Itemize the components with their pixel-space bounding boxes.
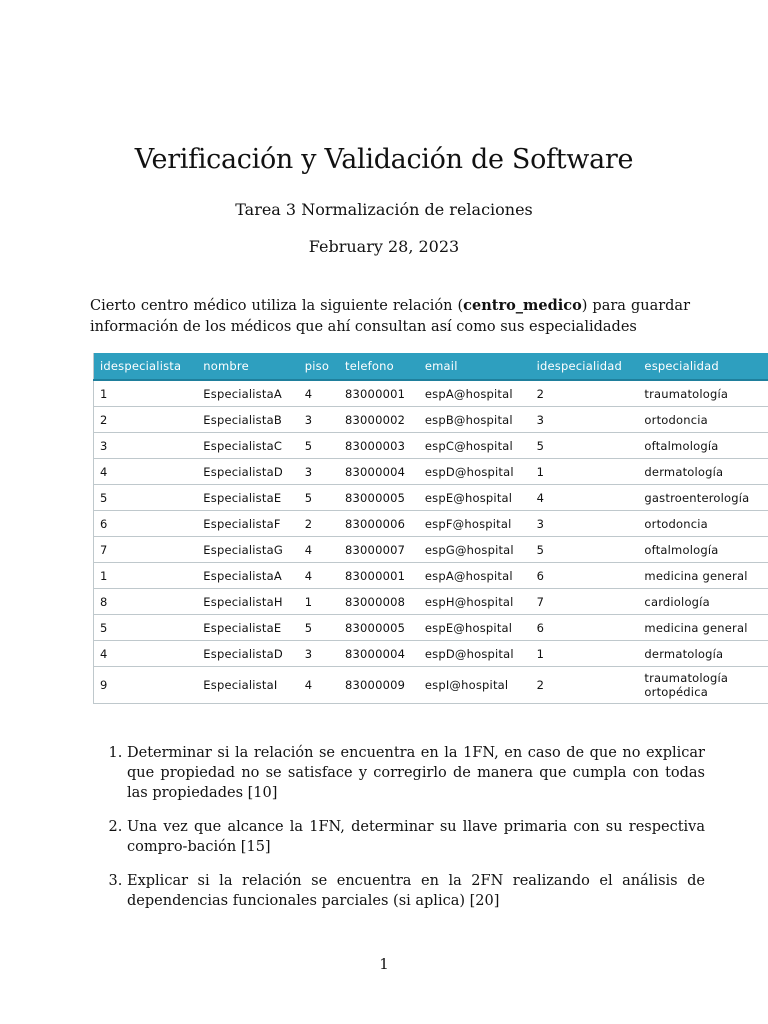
table-row (94, 667, 768, 704)
table-cell: 3 (531, 511, 639, 537)
table-cell: 4 (531, 485, 639, 511)
table-cell: 3 (531, 407, 639, 433)
table-row (94, 380, 768, 407)
table-header-row (94, 353, 768, 380)
table-cell: 1 (299, 589, 339, 615)
document-date: February 28, 2023 (308, 237, 460, 256)
intro-text-after: ) para guardar información de los médicos que ahí consultan así como sus especialidades (90, 298, 691, 335)
table-cell: 83000007 (339, 537, 419, 563)
task-item: 1. Determinar si la relación se encuentra en la 1FN, en caso de que no explicar que propiedad no se satisface y corregirlo de manera que cumpla con todas las propiedades [10] (127, 743, 705, 803)
table-cell: espE@hospital (419, 485, 531, 511)
table-cell: 3 (94, 433, 198, 459)
table-cell: EspecialistaG (197, 537, 298, 563)
table-cell: dermatología (638, 641, 768, 667)
table-cell: 1 (94, 563, 198, 589)
table-cell: espC@hospital (419, 433, 531, 459)
column-header: especialidad (638, 353, 768, 380)
table-cell: 4 (94, 459, 198, 485)
table-cell: espB@hospital (419, 407, 531, 433)
table-cell: 8 (94, 589, 198, 615)
table-cell: 5 (531, 433, 639, 459)
table-cell: espE@hospital (419, 615, 531, 641)
table-row (94, 589, 768, 615)
table-cell: espA@hospital (419, 380, 531, 407)
table-cell: 4 (299, 563, 339, 589)
table-cell: 83000005 (339, 485, 419, 511)
table-cell: 5 (299, 615, 339, 641)
table-cell: 4 (299, 380, 339, 407)
table-cell: 83000008 (339, 589, 419, 615)
table-cell: EspecialistaH (197, 589, 298, 615)
table-cell: 3 (299, 641, 339, 667)
table-cell: EspecialistaD (197, 641, 298, 667)
table-cell: EspecialistaB (197, 407, 298, 433)
task-list (100, 743, 705, 925)
table-cell: 4 (299, 537, 339, 563)
table-cell: 1 (94, 380, 198, 407)
table-row (94, 485, 768, 511)
table-cell: 83000003 (339, 433, 419, 459)
table-cell: 5 (299, 433, 339, 459)
page-number: 1 (379, 955, 389, 973)
table-cell: 2 (94, 407, 198, 433)
table-cell: EspecialistaE (197, 615, 298, 641)
table-cell: EspecialistaI (197, 667, 298, 704)
table-cell: espH@hospital (419, 589, 531, 615)
table-cell: 2 (531, 380, 639, 407)
table-cell: traumatología (638, 380, 768, 407)
table-row (94, 641, 768, 667)
task-item: 3. Explicar si la relación se encuentra en la 2FN realizando el análisis de dependencias funcionales parciales (si aplica) [20] (127, 871, 705, 911)
table-cell: 83000004 (339, 459, 419, 485)
table-row (94, 615, 768, 641)
table-cell: 5 (299, 485, 339, 511)
table-row (94, 459, 768, 485)
table-cell: EspecialistaA (197, 563, 298, 589)
table-cell: gastroenterología (638, 485, 768, 511)
table-cell: 1 (531, 459, 639, 485)
task-item: 2. Una vez que alcance la 1FN, determinar su llave primaria con su respectiva compro-bación [15] (127, 817, 705, 857)
table-cell: 3 (299, 407, 339, 433)
table-cell: EspecialistaF (197, 511, 298, 537)
table-cell: cardiología (638, 589, 768, 615)
table-cell: ortodoncia (638, 511, 768, 537)
table-cell: 83000005 (339, 615, 419, 641)
column-header: idespecialista (94, 353, 198, 380)
table-cell: 7 (94, 537, 198, 563)
table-cell: traumatología ortopédica (638, 667, 768, 704)
document-title: Verificación y Validación de Software (134, 144, 634, 175)
table-cell: 7 (531, 589, 639, 615)
table-cell: 5 (94, 615, 198, 641)
table-row (94, 511, 768, 537)
table-cell: oftalmología (638, 433, 768, 459)
table-cell: medicina general (638, 563, 768, 589)
table-cell: 5 (94, 485, 198, 511)
table-cell: EspecialistaE (197, 485, 298, 511)
table-cell: 83000002 (339, 407, 419, 433)
table-cell: 4 (299, 667, 339, 704)
table-row (94, 537, 768, 563)
table-row (94, 407, 768, 433)
table-cell: espD@hospital (419, 641, 531, 667)
relation-name: centro_medico (463, 297, 582, 314)
column-header: telefono (339, 353, 419, 380)
table-cell: 83000009 (339, 667, 419, 704)
table-cell: medicina general (638, 615, 768, 641)
table-row (94, 563, 768, 589)
table-cell: 83000004 (339, 641, 419, 667)
table-cell: espF@hospital (419, 511, 531, 537)
table-cell: ortodoncia (638, 407, 768, 433)
column-header: piso (299, 353, 339, 380)
table-cell: 83000001 (339, 563, 419, 589)
table-cell: EspecialistaA (197, 380, 298, 407)
table-cell: 1 (531, 641, 639, 667)
table-cell: 6 (94, 511, 198, 537)
document-subtitle: Tarea 3 Normalización de relaciones (235, 200, 533, 219)
table-cell: dermatología (638, 459, 768, 485)
table-cell: EspecialistaD (197, 459, 298, 485)
table-cell: 5 (531, 537, 639, 563)
column-header: idespecialidad (531, 353, 639, 380)
table-cell: 6 (531, 615, 639, 641)
intro-paragraph (90, 295, 690, 338)
table-cell: 6 (531, 563, 639, 589)
table-cell: EspecialistaC (197, 433, 298, 459)
table-cell: 83000001 (339, 380, 419, 407)
column-header: nombre (197, 353, 298, 380)
intro-text-before: Cierto centro médico utiliza la siguiente relación ( (90, 298, 464, 314)
table-body (94, 380, 768, 704)
table-cell: 2 (299, 511, 339, 537)
relation-table (93, 353, 768, 704)
table-row (94, 433, 768, 459)
table-cell: espI@hospital (419, 667, 531, 704)
table-cell: 4 (94, 641, 198, 667)
table-cell: 3 (299, 459, 339, 485)
column-header: email (419, 353, 531, 380)
table-cell: 83000006 (339, 511, 419, 537)
table-cell: espG@hospital (419, 537, 531, 563)
table-cell: espA@hospital (419, 563, 531, 589)
table-cell: espD@hospital (419, 459, 531, 485)
table-cell: oftalmología (638, 537, 768, 563)
table-cell: 2 (531, 667, 639, 704)
table-cell: 9 (94, 667, 198, 704)
